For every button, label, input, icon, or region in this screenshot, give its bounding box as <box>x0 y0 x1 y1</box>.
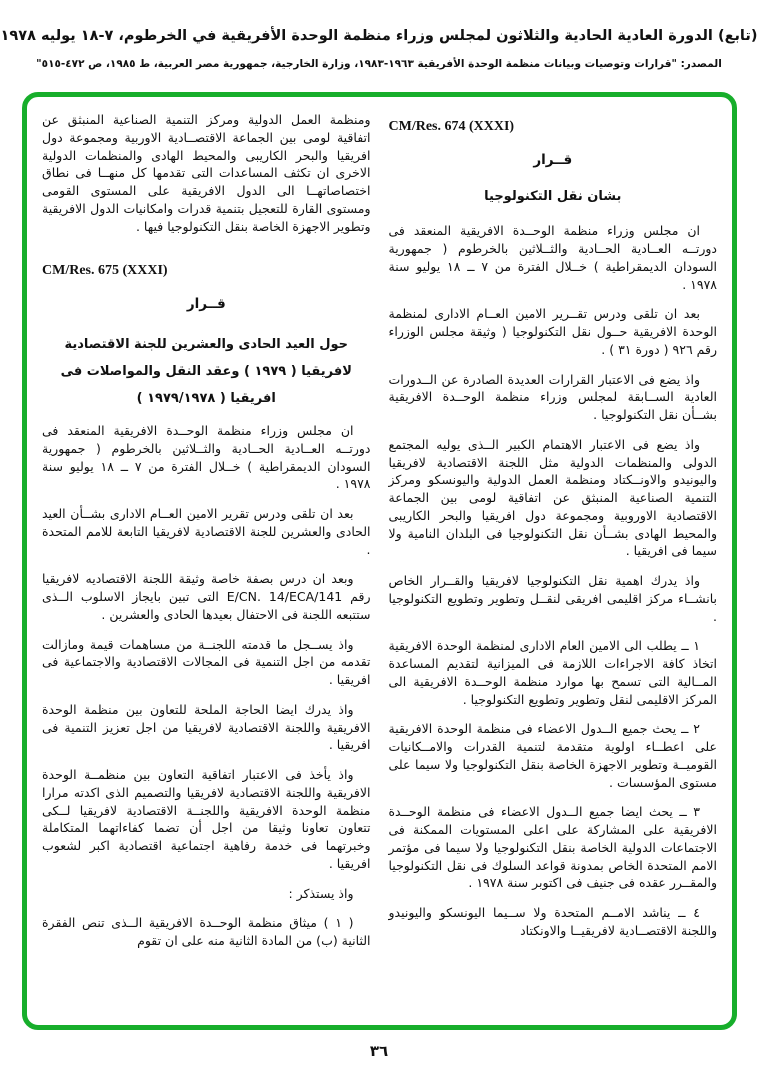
page-number: ٣٦ <box>369 1042 389 1060</box>
paragraph: واذ يضع فى الاعتبار الاهتمام الكبير الــذى يوليه المجتمع الدولى والمنظمات الدولية مثل اللجنة الاقتصادية لافريقيا واليونيدو والاونــكتاد ومنظمة العمل الدولية واليونسكو ومركز التنمية الصناعية المنبثق عن اتفاقية لومى بين الجماعة الاقتصادية الاوروبية ومجموعة دول افريقيا والبحر الكاريبى والمحيط الهادى بشــأن نقل التكنولوجيا فى البلدان النامية ولا سيما فى افريقيا . <box>388 436 717 559</box>
paragraph: ان مجلس وزراء منظمة الوحــدة الافريقية المنعقد فى دورتــه العــادية الحــادية والثــلاثين بالخرطوم ( جمهورية السودان الديمقراطية ) خــلال الفترة من ٧ ــ ١٨ يوليو سنة ١٩٧٨ . <box>42 423 371 492</box>
page-header-source-line: المصدر: "قرارات وتوصيات وبيانات منظمة الوحدة الأفريقية ١٩٦٣-١٩٨٣، وزارة الخارجية، جمهورية مصر العربية، ط ١٩٨٥، ص ٤٧٢-٥١٥" <box>36 58 722 70</box>
content-frame <box>22 92 737 1030</box>
paragraph: واذ يســجل ما قدمته اللجنــة من مساهمات قيمة ومازالت تقدمه من اجل التنمية فى المجالات الاقتصادية والاجتماعية فى افريقيا . <box>42 636 371 688</box>
paragraph: واذ يضع فى الاعتبار القرارات العديدة الصادرة عن الــدورات العادية الســابقة لمجلس وزراء منظمة الوحــدة الافريقية بشــأن نقل التكنولوجيا . <box>388 371 717 423</box>
resolution-675-heading: قــرار <box>186 296 226 313</box>
column-right <box>389 111 718 1019</box>
page-header-session-line: (تابع) الدورة العادية الحادية والثلاثون لمجلس وزراء منظمة الوحدة الأفريقية في الخرطوم، ٧-١٨ يوليه ١٩٧٨ <box>0 28 758 44</box>
resolution-674-body <box>389 222 718 939</box>
paragraph: بعد ان تلقى ودرس تقــرير الامين العــام الادارى لمنظمة الوحدة الافريقية حــول نقل التكنولوجيا ( وثيقة مجلس الوزراء رقم ٩٢٦ ( دورة ٣١ ) . <box>388 306 717 357</box>
paragraph: واذ يدرك اهمية نقل التكنولوجيا لافريقيا والقــرار الخاص بانشــاء مركز اقليمى افريقى لنقــل وتطوير وتطويع التكنولوجيا . <box>388 573 717 624</box>
paragraph: ( ١ ) ميثاق منظمة الوحــدة الافريقية الــذى تنص الفقرة الثانية (ب) من المادة الثانية منه على ان تقوم <box>42 915 371 949</box>
paragraph: ٤ ــ يناشد الامــم المتحدة ولا ســيما اليونسكو واليونيدو واللجنة الاقتصــادية لافريقيــا والاونكتاد <box>388 905 717 938</box>
paragraph: واذ يأخذ فى الاعتبار اتفاقية التعاون بين منظمــة الوحدة الافريقية واللجنة الاقتصادية لافريقيا والتصميم الذى اكدته مرارا منظمة الوحدة الافريقية واللجنــة الاقتصادية لافريقيا لــكى تتعاون تعاونا وثيقا من اجل أن تضما كفاءاتهما المتكاملة وخبرتهما فى خدمة رفاهية اجتماعية اقتصادية اكبر لشعوب افريقيا . <box>42 767 371 871</box>
paragraph: ١ ــ يطلب الى الامين العام الادارى لمنظمة الوحدة الافريقية اتخاذ كافة الاجراءات اللازمة فى الميزانية لتقديم المساعدة المــالية التى تسمح بها موارد منظمة الوحــدة الافريقية الى المركز الاقليمى لنقل وتطوير وتطويع التكنولوجيا . <box>388 638 717 707</box>
paragraph: واذ يدرك ايضا الحاجة الملحة للتعاون بين منظمة الوحدة الافريقية واللجنة الاقتصادية لافريقيا من اجل تعزيز التنمية فى افريقيا . <box>42 701 371 753</box>
resolution-674-continuation-paragraph: ومنظمة العمل الدولية ومركز التنمية الصناعية المنبثق عن اتفاقية لومى بين الجماعة الاقتصــادية الاوربية ومجموعة دول افريقيا والبحر الكاريبى والمحيط الهادى والمنظمات الدولية الاخرى ان تكثف المساعدات التى تقدمها كل منهــا فى نطاق اختصاصاتهــا الى الدول الافريقية على المستوى القومى ومستوى القارة للتعجيل بتنمية قدرات وامكانيات الدول الافريقية وتطوير الاجهزة الخاصة بنقل التكنولوجيا فيها . <box>42 112 371 234</box>
resolution-674-subject: بشان نقل التكنولوجيا <box>484 189 622 205</box>
resolution-675-body <box>42 422 371 950</box>
resolution-675-subject: حول العيد الحادى والعشرين للجنة الاقتصادية لافريقيا ( ١٩٧٩ ) وعقد النقل والمواصلات فى افريقيا ( ١٩٧٩/١٩٧٨ ) <box>60 337 352 406</box>
paragraph: ٣ ــ يحث ايضا جميع الــدول الاعضاء فى منظمة الوحــدة الافريقية على المشاركة على اعلى المستويات الممكنة فى الاجتماعات الدولية الخاصة بنقل التكنولوجيا ولا سيما فى مؤتمر الامم المتحدة الخاص بمدونة قواعد السلوك فى نقل التكنولوجيا والمقــرر عقده فى جنيف فى اكتوبر سنة ١٩٧٨ . <box>388 804 717 891</box>
paragraph: واذ يستذكر : <box>288 885 354 901</box>
column-left <box>42 111 371 1019</box>
paragraph: وبعد ان درس بصفة خاصة وثيقة اللجنة الاقتصاديه لافريقيا رقم ‪E/CN. 14/ECA/141‬ التى تبين بايجاز الاسلوب الــذى ستتبعه اللجنة فى الاحتفال بعيدها الحادى والعشرين . <box>42 571 371 622</box>
paragraph: ان مجلس وزراء منظمة الوحــدة الافريقية المنعقد فى دورتــه العــادية الحــادية والثــلاثين بالخرطوم ( جمهورية السودان الديمقراطية ) خــلال الفترة من ٧ ــ ١٨ يوليو سنة ١٩٧٨ . <box>388 223 717 292</box>
two-column-layout <box>27 97 732 1025</box>
resolution-674-heading: قــرار <box>533 151 573 168</box>
resolution-number-674: CM/Res. 674 (XXXI) <box>388 119 515 134</box>
resolution-number-675: CM/Res. 675 (XXXI) <box>42 263 168 279</box>
paragraph: ٢ ــ يحث جميع الــدول الاعضاء فى منظمة الوحدة الافريقية على اعطــاء اولوية متقدمة لتنمية القدرات والامــكانيات القوميــة وتطوير الاجهزة الخاصة بنقل التكنولوجيا ولا سيما على مستوى المؤسسات . <box>388 721 717 790</box>
paragraph: بعد ان تلقى ودرس تقرير الامين العــام الادارى بشــأن العيد الحادى والعشرين للجنة الاقتصادية لافريقيا التابعة للامم المتحدة . <box>42 506 371 557</box>
